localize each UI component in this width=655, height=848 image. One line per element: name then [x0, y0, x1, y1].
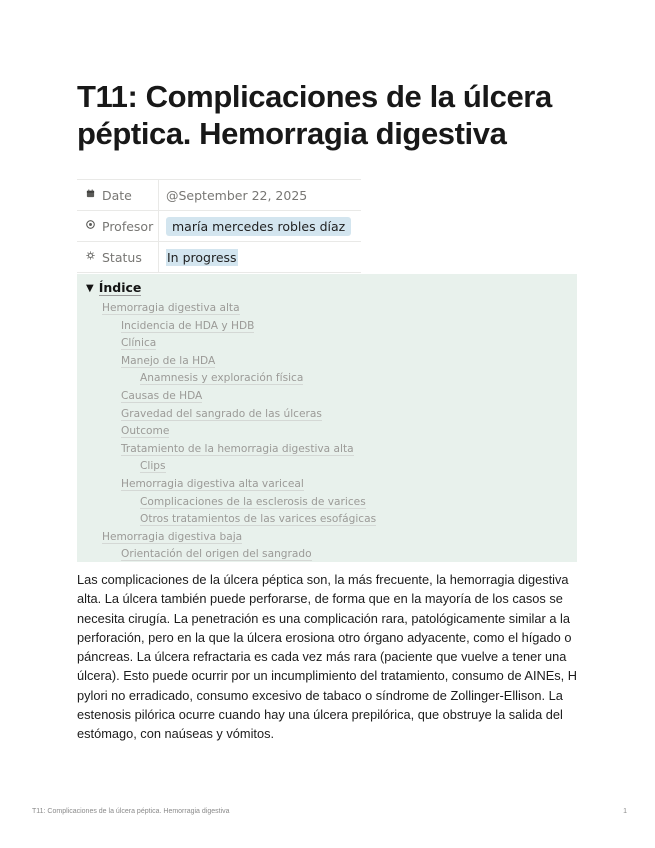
toc-toggle[interactable] — [86, 280, 577, 296]
toc-item[interactable] — [77, 406, 577, 424]
body-paragraph: Las complicaciones de la úlcera péptica son, la más frecuente, la hemorragia digestiva alta. La úlcera también puede perforarse, de forma que en la mayoría de los casos se necesita cirugía. La penetración es una complicación rara, patológicamente similar a la perforación, pero en la que la úlcera erosiona otro órgano adyacente, como el hígado o páncreas. La úlcera refractaria es cada vez más rara (paciente que vuelve a tener una úlcera). Esto puede ocurrir por un incumplimiento del tratamiento, consumo de AINEs, H pylori no erradicado, consumo excesivo de tabaco o síndrome de Zollinger-Ellison. La estenosis pilórica ocurre cuando hay una úlcera prepilórica, que obstruye la salida del estómago, con naúseas y vómitos. — [77, 572, 578, 742]
date-value: @September 22, 2025 — [166, 187, 308, 203]
properties-table — [77, 179, 361, 273]
toc-item[interactable] — [77, 370, 577, 388]
toc-link[interactable]: Tratamiento de la hemorragia digestiva alta — [121, 442, 354, 455]
toggle-triangle-icon[interactable]: ▼ — [86, 282, 94, 294]
toc-link[interactable]: Orientación del origen del sangrado — [121, 548, 312, 561]
status-icon — [85, 251, 95, 263]
property-key-label: Profesor — [102, 218, 154, 234]
property-value-status[interactable] — [159, 242, 361, 272]
toc-link[interactable]: Causas de HDA — [121, 389, 203, 402]
toc-item[interactable] — [77, 476, 577, 494]
property-key-date — [77, 180, 159, 210]
toc-link[interactable]: Clínica — [121, 337, 157, 350]
property-row-profesor — [77, 211, 361, 242]
property-row-status — [77, 242, 361, 273]
toc-link[interactable]: Incidencia de HDA y HDB — [121, 319, 255, 332]
toc-link[interactable]: Complicaciones de la esclerosis de varices — [140, 495, 366, 508]
toc-list — [77, 300, 577, 564]
toc-item[interactable] — [77, 318, 577, 336]
toc-link[interactable]: Outcome — [121, 425, 170, 438]
toc-item[interactable] — [77, 546, 577, 564]
status-chip[interactable]: In progress — [167, 249, 237, 265]
toc-item[interactable] — [77, 388, 577, 406]
toc-item[interactable] — [77, 335, 577, 353]
calendar-icon — [85, 189, 95, 201]
person-icon — [85, 220, 95, 232]
toc-link[interactable]: Gravedad del sangrado de las úlceras — [121, 407, 322, 420]
page-title: T11: Complicaciones de la úlcera péptica. Hemorragia digestiva — [77, 79, 552, 151]
person-chip[interactable]: maría mercedes robles díaz — [166, 217, 351, 236]
property-value-profesor[interactable] — [159, 211, 361, 241]
toc-item[interactable] — [77, 300, 577, 318]
property-key-label: Status — [102, 249, 142, 265]
toc-link[interactable]: Anamnesis y exploración física — [140, 372, 304, 385]
toc-title: Índice — [98, 279, 142, 295]
toc-item[interactable] — [77, 511, 577, 529]
toc-link[interactable]: Otros tratamientos de las varices esofágicas — [140, 513, 377, 526]
toc-link[interactable]: Hemorragia digestiva baja — [102, 530, 243, 543]
toc-item[interactable] — [77, 353, 577, 371]
toc-link[interactable]: Hemorragia digestiva alta — [102, 302, 240, 314]
toc-item[interactable] — [77, 458, 577, 476]
toc-item[interactable] — [77, 441, 577, 459]
page-number: 1 — [623, 808, 627, 815]
toc-item[interactable] — [77, 423, 577, 441]
footer-title: T11: Complicaciones de la úlcera péptica. Hemorragia digestiva — [32, 808, 230, 815]
toc-link[interactable]: Manejo de la HDA — [121, 354, 216, 367]
property-row-date — [77, 180, 361, 211]
property-value-date[interactable] — [159, 180, 361, 210]
toc-link[interactable]: Clips — [140, 460, 166, 473]
property-key-label: Date — [102, 187, 132, 203]
property-key-profesor — [77, 211, 159, 241]
property-key-status — [77, 242, 159, 272]
toc-item[interactable] — [77, 494, 577, 512]
toc-link[interactable]: Hemorragia digestiva alta variceal — [121, 477, 304, 490]
toc-item[interactable] — [77, 529, 577, 547]
table-of-contents — [77, 274, 577, 562]
